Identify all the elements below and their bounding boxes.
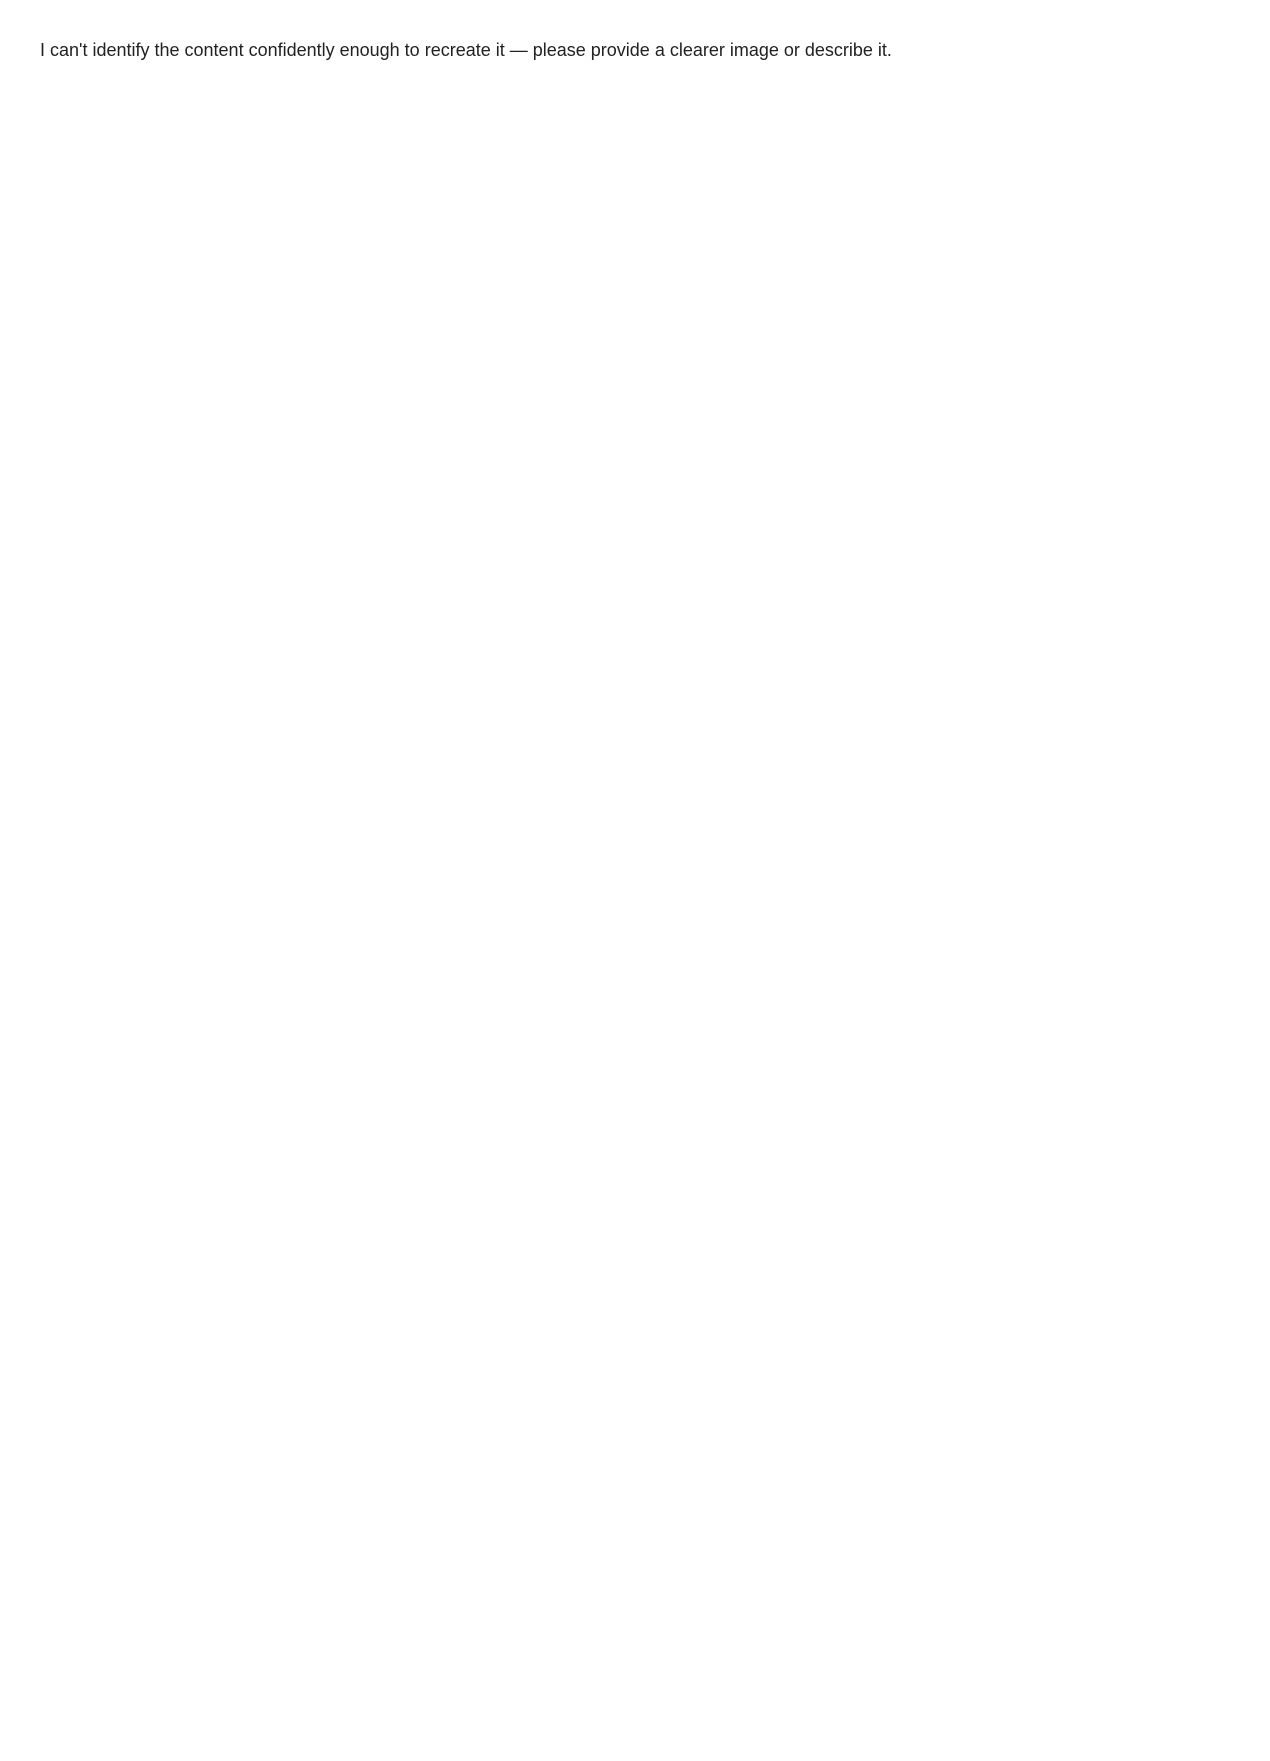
unreadable-notice: I can't identify the content confidently enough to recreate it — please provide a clearer image or describe it. — [40, 40, 892, 60]
